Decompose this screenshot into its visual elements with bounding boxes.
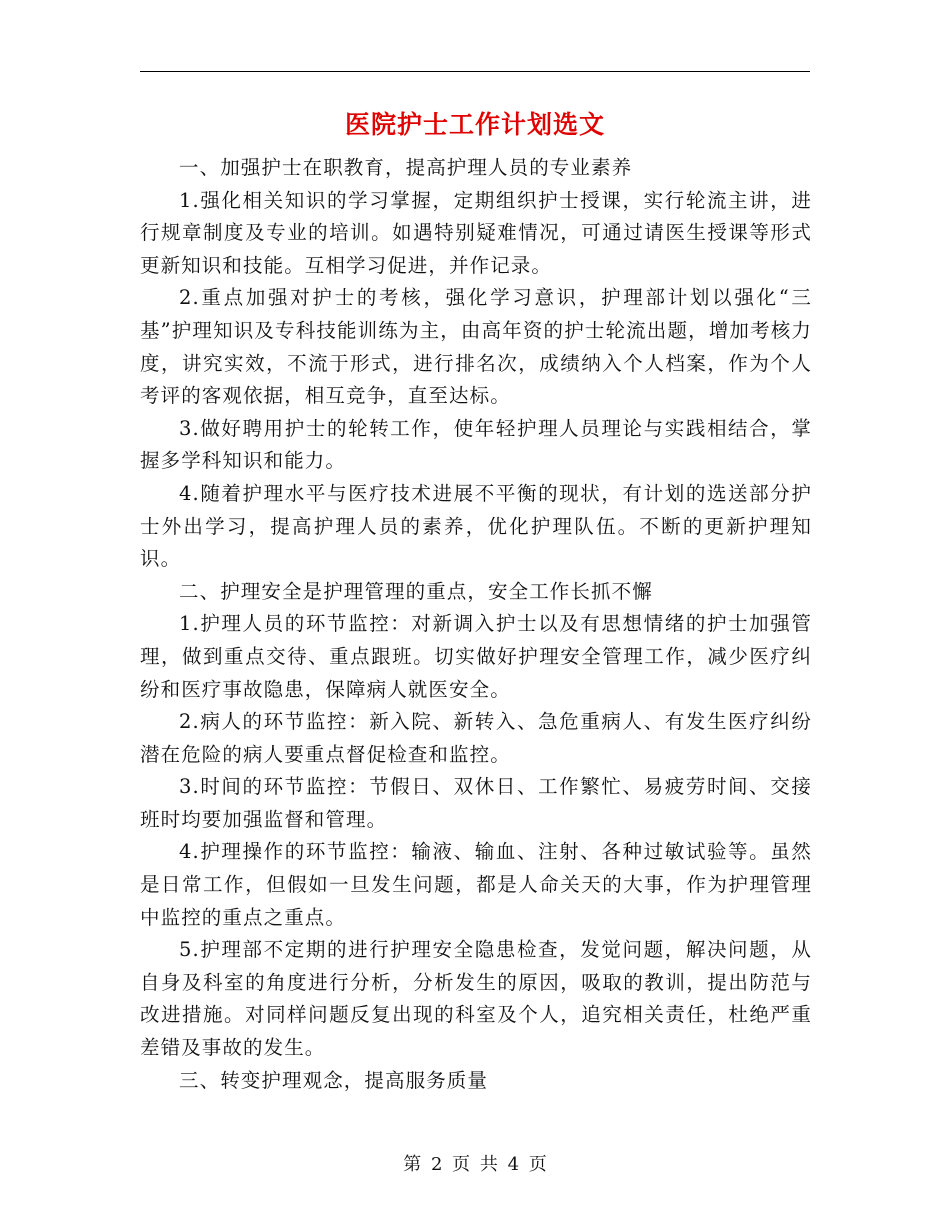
paragraph-1-4: 4.随着护理水平与医疗技术进展不平衡的现状，有计划的选送部分护士外出学习，提高护理人员的素养，优化护理队伍。不断的更新护理知识。: [140, 481, 812, 571]
document-title: 医院护士工作计划选文: [344, 110, 605, 139]
paragraph-2-3: 3.时间的环节监控：节假日、双休日、工作繁忙、易疲劳时间、交接班时均要加强监督和管理。: [140, 775, 812, 831]
paragraph-2-2: 2.病人的环节监控：新入院、新转入、急危重病人、有发生医疗纠纷潜在危险的病人要重点督促检查和监控。: [140, 710, 812, 766]
paragraph-1-3: 3.做好聘用护士的轮转工作，使年轻护理人员理论与实践相结合，掌握多学科知识和能力。: [140, 416, 812, 473]
paragraph-2-1: 1.护理人员的环节监控：对新调入护士以及有思想情绪的护士加强管理，做到重点交待、重点跟班。切实做好护理安全管理工作，减少医疗纠纷和医疗事故隐患，保障病人就医安全。: [140, 612, 812, 701]
paragraph-2-5: 5.护理部不定期的进行护理安全隐患检查，发觉问题，解决问题，从自身及科室的角度进行分析，分析发生的原因，吸取的教训，提出防范与改进措施。对同样问题反复出现的科室及个人，追究相关责任，杜绝严重差错及事故的发生。: [140, 938, 812, 1060]
page-number: 第 2 页 共 4 页: [403, 1154, 547, 1175]
paragraph-1-2: 2.重点加强对护士的考核，强化学习意识，护理部计划以强化“三基”护理知识及专科技能训练为主，由高年资的护士轮流出题，增加考核力度，讲究实效，不流于形式，进行排名次，成绩纳入个人档案，作为个人考评的客观依据，相互竞争，直至达标。: [140, 286, 812, 408]
section-heading-3: 三、转变护理观念，提高服务质量: [179, 1068, 489, 1092]
paragraph-2-4: 4.护理操作的环节监控：输液、输血、注射、各种过敏试验等。虽然是日常工作，但假如一旦发生问题，都是人命关天的大事，作为护理管理中监控的重点之重点。: [140, 840, 812, 929]
paragraph-1-1: 1.强化相关知识的学习掌握，定期组织护士授课，实行轮流主讲，进行规章制度及专业的培训。如遇特别疑难情况，可通过请医生授课等形式更新知识和技能。互相学习促进，并作记录。: [140, 188, 812, 277]
header-rule: [140, 71, 810, 72]
section-heading-1: 一、加强护士在职教育，提高护理人员的专业素养: [179, 156, 633, 179]
document-body: [140, 152, 812, 1097]
section-heading-2: 二、护理安全是护理管理的重点，安全工作长抓不懈: [179, 579, 653, 603]
